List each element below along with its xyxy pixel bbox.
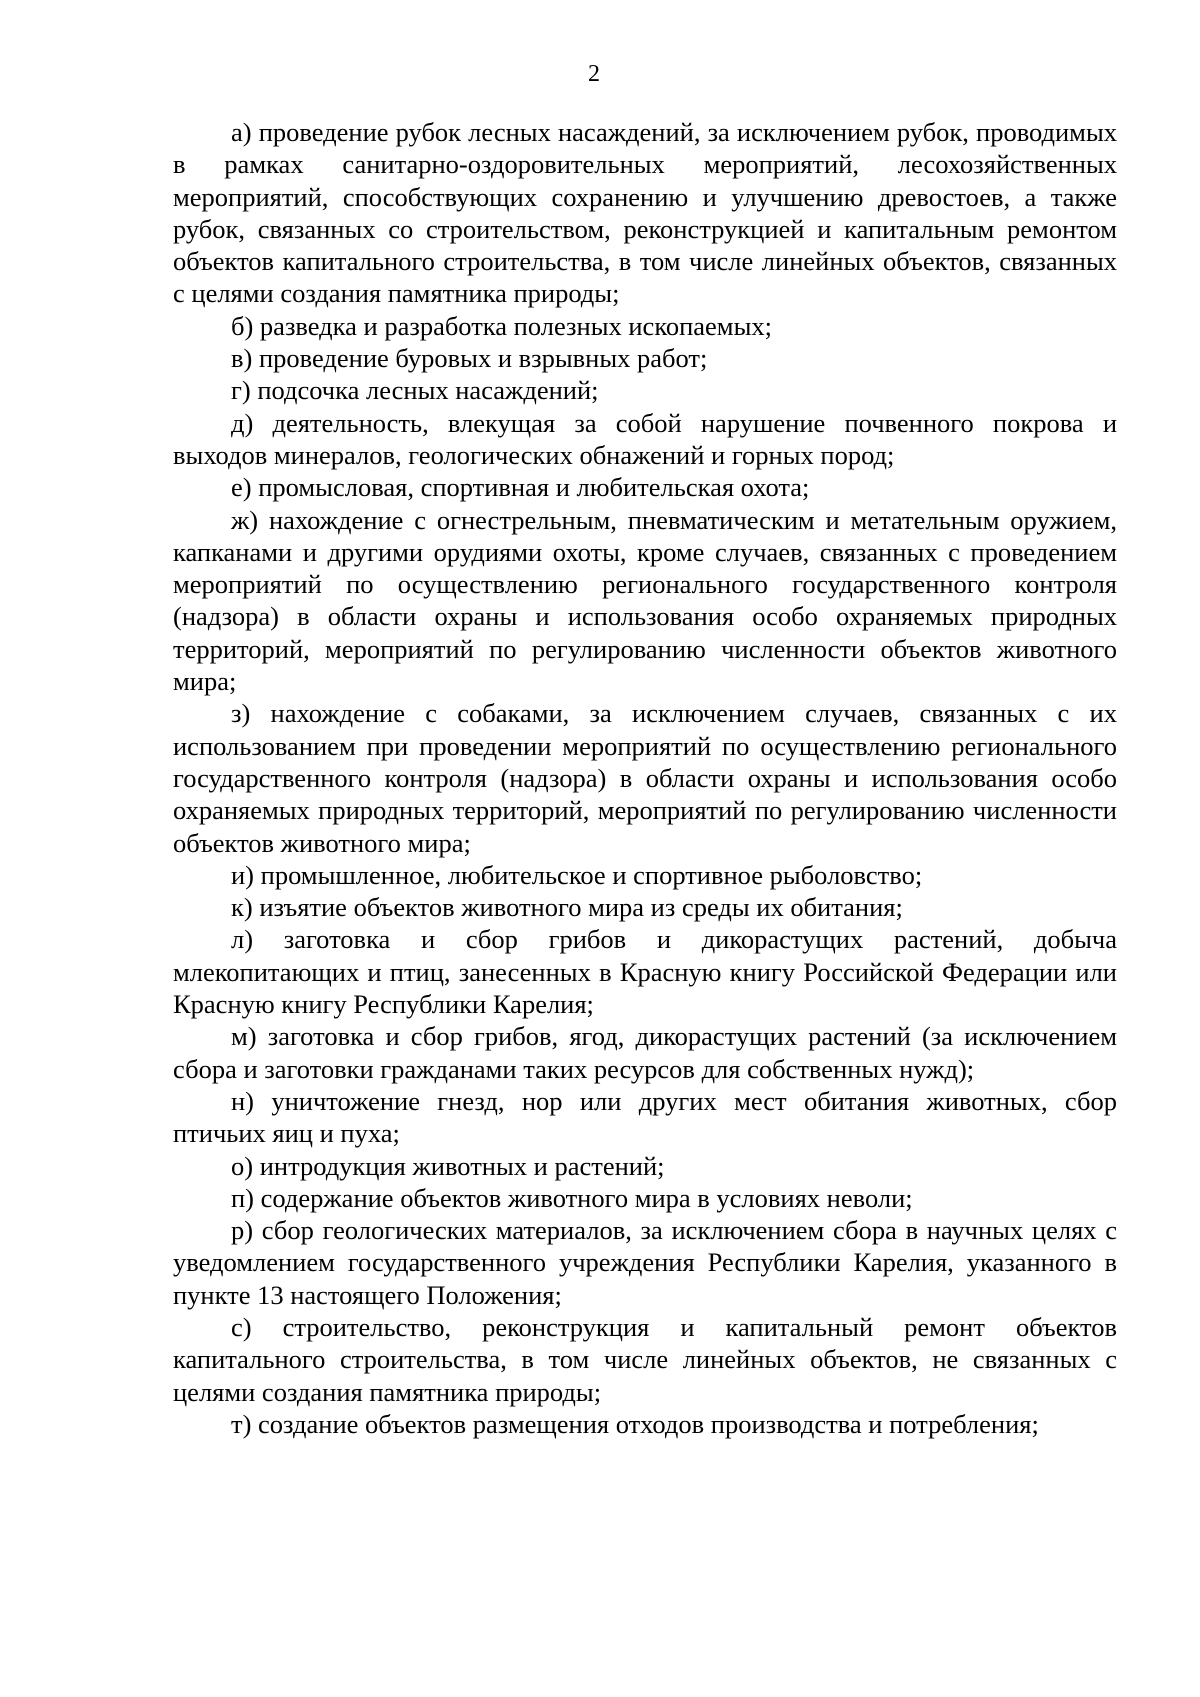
list-item-m: м) заготовка и сбор грибов, ягод, дикорастущих растений (за исключением сбора и заготовки гражданами таких ресурсов для собственных нужд);: [173, 1021, 1117, 1084]
document-body: [173, 116, 1117, 1440]
page-number: 2: [588, 61, 600, 87]
list-item-l: л) заготовка и сбор грибов и дикорастущих растений, добыча млекопитающих и птиц, занесенных в Красную книгу Российской Федерации или Красную книгу Республики Карелия;: [173, 924, 1117, 1020]
list-item-b: б) разведка и разработка полезных ископаемых;: [231, 310, 772, 341]
list-item-d: д) деятельность, влекущая за собой нарушение почвенного покрова и выходов минералов, геологических обнажений и горных пород;: [173, 407, 1117, 470]
list-item-p: п) содержание объектов животного мира в условиях неволи;: [231, 1182, 913, 1213]
list-item-r: р) сбор геологических материалов, за исключением сбора в научных целях с уведомлением государственного учреждения Республики Карелия, указанного в пункте 13 настоящего Положения;: [173, 1215, 1117, 1310]
list-item-g: г) подсочка лесных насаждений;: [231, 375, 599, 406]
list-item-n: н) уничтожение гнезд, нор или других мест обитания животных, сбор птичьих яиц и пуха;: [173, 1085, 1117, 1149]
list-item-o: о) интродукция животных и растений;: [231, 1150, 665, 1181]
list-item-k: к) изъятие объектов животного мира из среды их обитания;: [231, 892, 903, 923]
list-item-zh: ж) нахождение с огнестрельным, пневматическим и метательным оружием, капканами и другими орудиями охоты, кроме случаев, связанных с проведением мероприятий по осуществлению регионального государственного контроля (надзора) в области охраны и использования особо охраняемых природных территорий, мероприятий по регулированию численности объектов животного мира;: [173, 504, 1117, 697]
list-item-v: в) проведение буровых и взрывных работ;: [231, 343, 708, 374]
list-item-a: а) проведение рубок лесных насаждений, за исключением рубок, проводимых в рамках санитарно-оздоровительных мероприятий, лесохозяйственных мероприятий, способствующих сохранению и улучшению древостоев, а также рубок, связанных со строительством, реконструкцией и капитальным ремонтом объектов капитального строительства, в том числе линейных объектов, связанных с целями создания памятника природы;: [173, 117, 1117, 309]
list-item-s: с) строительство, реконструкция и капитальный ремонт объектов капитального строительства, в том числе линейных объектов, не связанных с целями создания памятника природы;: [173, 1311, 1117, 1407]
list-item-z: з) нахождение с собаками, за исключением случаев, связанных с их использованием при проведении мероприятий по осуществлению регионального государственного контроля (надзора) в области охраны и использования особо охраняемых природных территорий, мероприятий по регулированию численности объектов животного мира;: [173, 698, 1117, 858]
list-item-i: и) промышленное, любительское и спортивное рыболовство;: [231, 859, 923, 890]
list-item-t: т) создание объектов размещения отходов производства и потребления;: [231, 1408, 1039, 1439]
list-item-e: е) промысловая, спортивная и любительская охота;: [231, 472, 810, 503]
